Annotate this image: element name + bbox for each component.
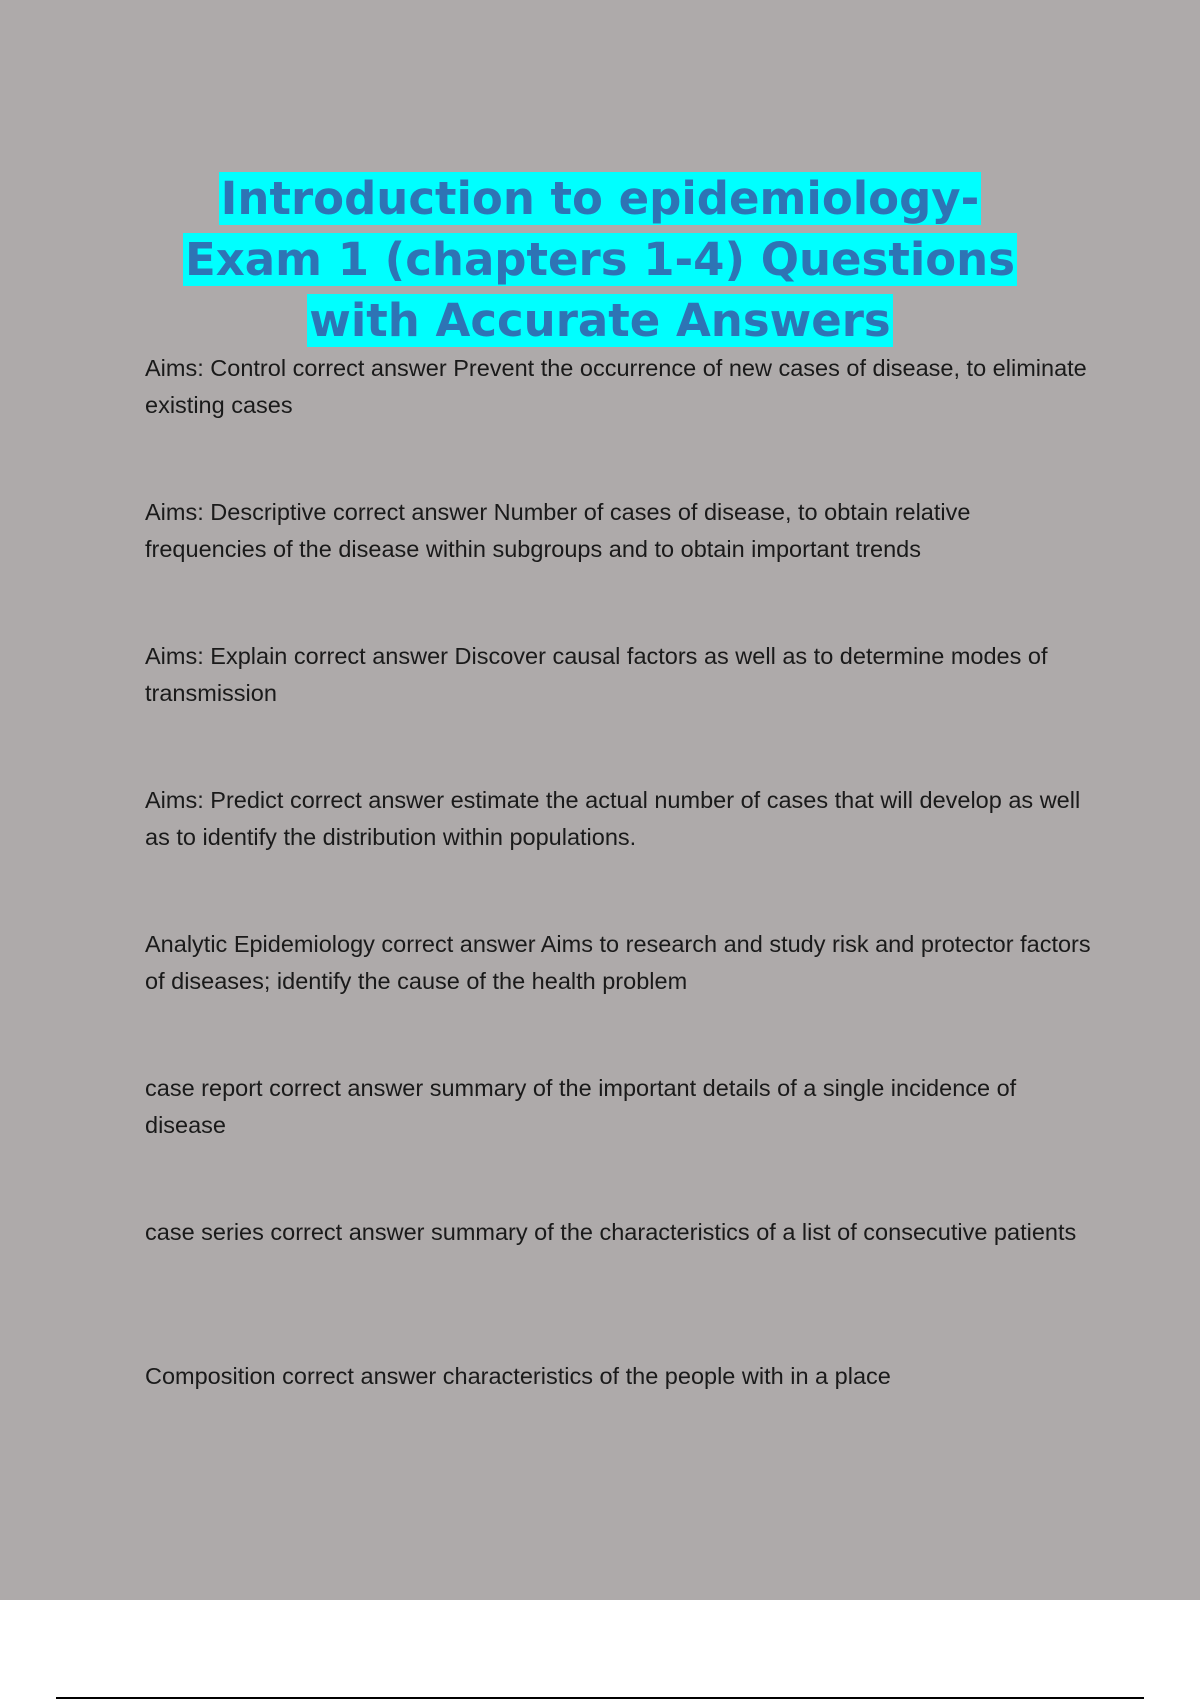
title-line: with Accurate Answers bbox=[309, 294, 891, 347]
title-line: Introduction to epidemiology- bbox=[220, 172, 980, 225]
qa-entry: Aims: Explain correct answer Discover causal factors as well as to determine modes of transmission bbox=[145, 643, 1048, 706]
qa-entry: Aims: Descriptive correct answer Number of cases of disease, to obtain relative frequencies of the disease within subgroups and to obtain important trends bbox=[145, 499, 971, 562]
page-divider bbox=[56, 1697, 1144, 1699]
qa-entry: case series correct answer summary of the characteristics of a list of consecutive patients bbox=[145, 1219, 1077, 1245]
qa-entry: Composition correct answer characteristics of the people with in a place bbox=[145, 1363, 891, 1389]
qa-entry: Aims: Control correct answer Prevent the occurrence of new cases of disease, to eliminate existing cases bbox=[145, 355, 1087, 418]
document-title bbox=[0, 168, 1200, 351]
title-line: Exam 1 (chapters 1-4) Questions bbox=[185, 233, 1015, 286]
qa-entry: Aims: Predict correct answer estimate the actual number of cases that will develop as well as to identify the distribution within populations. bbox=[145, 787, 1081, 850]
qa-entry: case report correct answer summary of the important details of a single incidence of disease bbox=[145, 1075, 1017, 1138]
qa-entry: Analytic Epidemiology correct answer Aims to research and study risk and protector factors of diseases; identify the cause of the health problem bbox=[145, 931, 1091, 994]
